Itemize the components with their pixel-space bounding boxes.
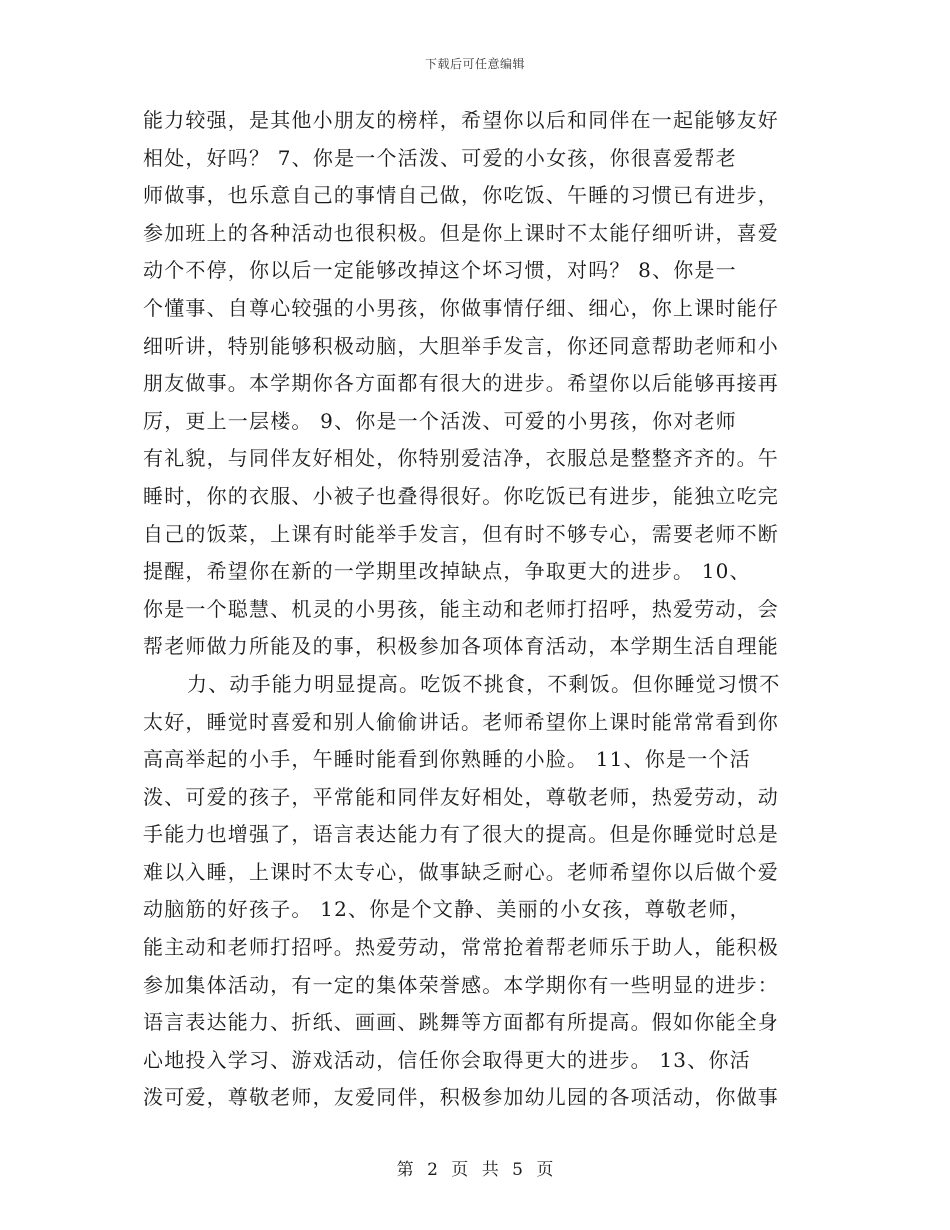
- text-line: 泼可爱，尊敬老师，友爱同伴，积极参加幼儿园的各项活动，你做事: [143, 1085, 779, 1110]
- page-number-footer: [0, 1155, 950, 1180]
- text-line: 师做事，也乐意自己的事情自己做，你吃饭、午睡的习惯已有进步，: [143, 183, 779, 208]
- text-line: 朋友做事。本学期你各方面都有很大的进步。希望你以后能够再接再: [143, 371, 779, 396]
- text-line: 能主动和老师打招呼。热爱劳动，常常抢着帮老师乐于助人，能积极: [143, 935, 779, 960]
- text-line: 能力较强，是其他小朋友的榜样，希望你以后和同伴在一起能够友好: [143, 108, 779, 132]
- total-page-count: 5: [512, 1160, 523, 1180]
- page-header-note: 下载后可任意编辑: [424, 57, 525, 71]
- footer-prefix: 第: [396, 1160, 414, 1180]
- text-line: 参加班上的各种活动也很积极。但是你上课时不太能仔细听讲，喜爱: [143, 220, 779, 245]
- current-page-number: 2: [427, 1160, 438, 1180]
- text-line: 心地投入学习、游戏活动，信任你会取得更大的进步。 13、你活: [143, 1047, 751, 1072]
- text-line: 泼、可爱的孩子，平常能和同伴友好相处，尊敬老师，热爱劳动，动: [143, 784, 779, 809]
- text-line: 自己的饭菜，上课有时能举手发言，但有时不够专心，需要老师不断: [143, 521, 779, 546]
- text-line: 细听讲，特别能够积极动脑，大胆举手发言，你还同意帮助老师和小: [143, 333, 779, 358]
- text-line: 动脑筋的好孩子。 12、你是个文静、美丽的小女孩，尊敬老师，: [143, 897, 751, 922]
- text-line: 太好，睡觉时喜爱和别人偷偷讲话。老师希望你上课时能常常看到你: [143, 709, 779, 734]
- text-line: 你是一个聪慧、机灵的小男孩，能主动和老师打招呼，热爱劳动，会: [143, 596, 779, 621]
- text-line: 参加集体活动，有一定的集体荣誉感。本学期你有一些明显的进步：: [143, 972, 779, 997]
- text-line: 动个不停，你以后一定能够改掉这个坏习惯，对吗？ 8、你是一: [143, 258, 737, 283]
- document-body: [143, 102, 807, 1117]
- text-line: 厉，更上一层楼。 9、你是一个活泼、可爱的小男孩，你对老师: [143, 408, 737, 433]
- text-line: 难以入睡，上课时不太专心，做事缺乏耐心。老师希望你以后做个爱: [143, 859, 779, 884]
- text-line: 语言表达能力、折纸、画画、跳舞等方面都有所提高。假如你能全身: [143, 1010, 779, 1035]
- text-line: 帮老师做力所能及的事，积极参加各项体育活动，本学期生活自理能: [143, 634, 779, 659]
- text-line: 高高举起的小手，午睡时能看到你熟睡的小脸。 11、你是一个活: [143, 747, 751, 772]
- footer-total-prefix: 共: [481, 1160, 499, 1180]
- text-line: 相处，好吗？ 7、你是一个活泼、可爱的小女孩，你很喜爱帮老: [143, 145, 737, 170]
- footer-page-unit: 页: [451, 1160, 469, 1180]
- text-line: 提醒，希望你在新的一学期里改掉缺点，争取更大的进步。 10、: [143, 559, 751, 584]
- text-line: 睡时，你的衣服、小被子也叠得很好。你吃饭已有进步，能独立吃完: [143, 483, 779, 508]
- text-line: 个懂事、自尊心较强的小男孩，你做事情仔细、细心，你上课时能仔: [143, 295, 779, 320]
- footer-total-unit: 页: [536, 1160, 554, 1180]
- text-line: 手能力也增强了，语言表达能力有了很大的提高。但是你睡觉时总是: [143, 822, 779, 847]
- text-line: 有礼貌，与同伴友好相处，你特别爱洁净，衣服总是整整齐齐的。午: [143, 446, 779, 471]
- text-line-indented: 力、动手能力明显提高。吃饭不挑食，不剩饭。但你睡觉习惯不: [187, 671, 781, 696]
